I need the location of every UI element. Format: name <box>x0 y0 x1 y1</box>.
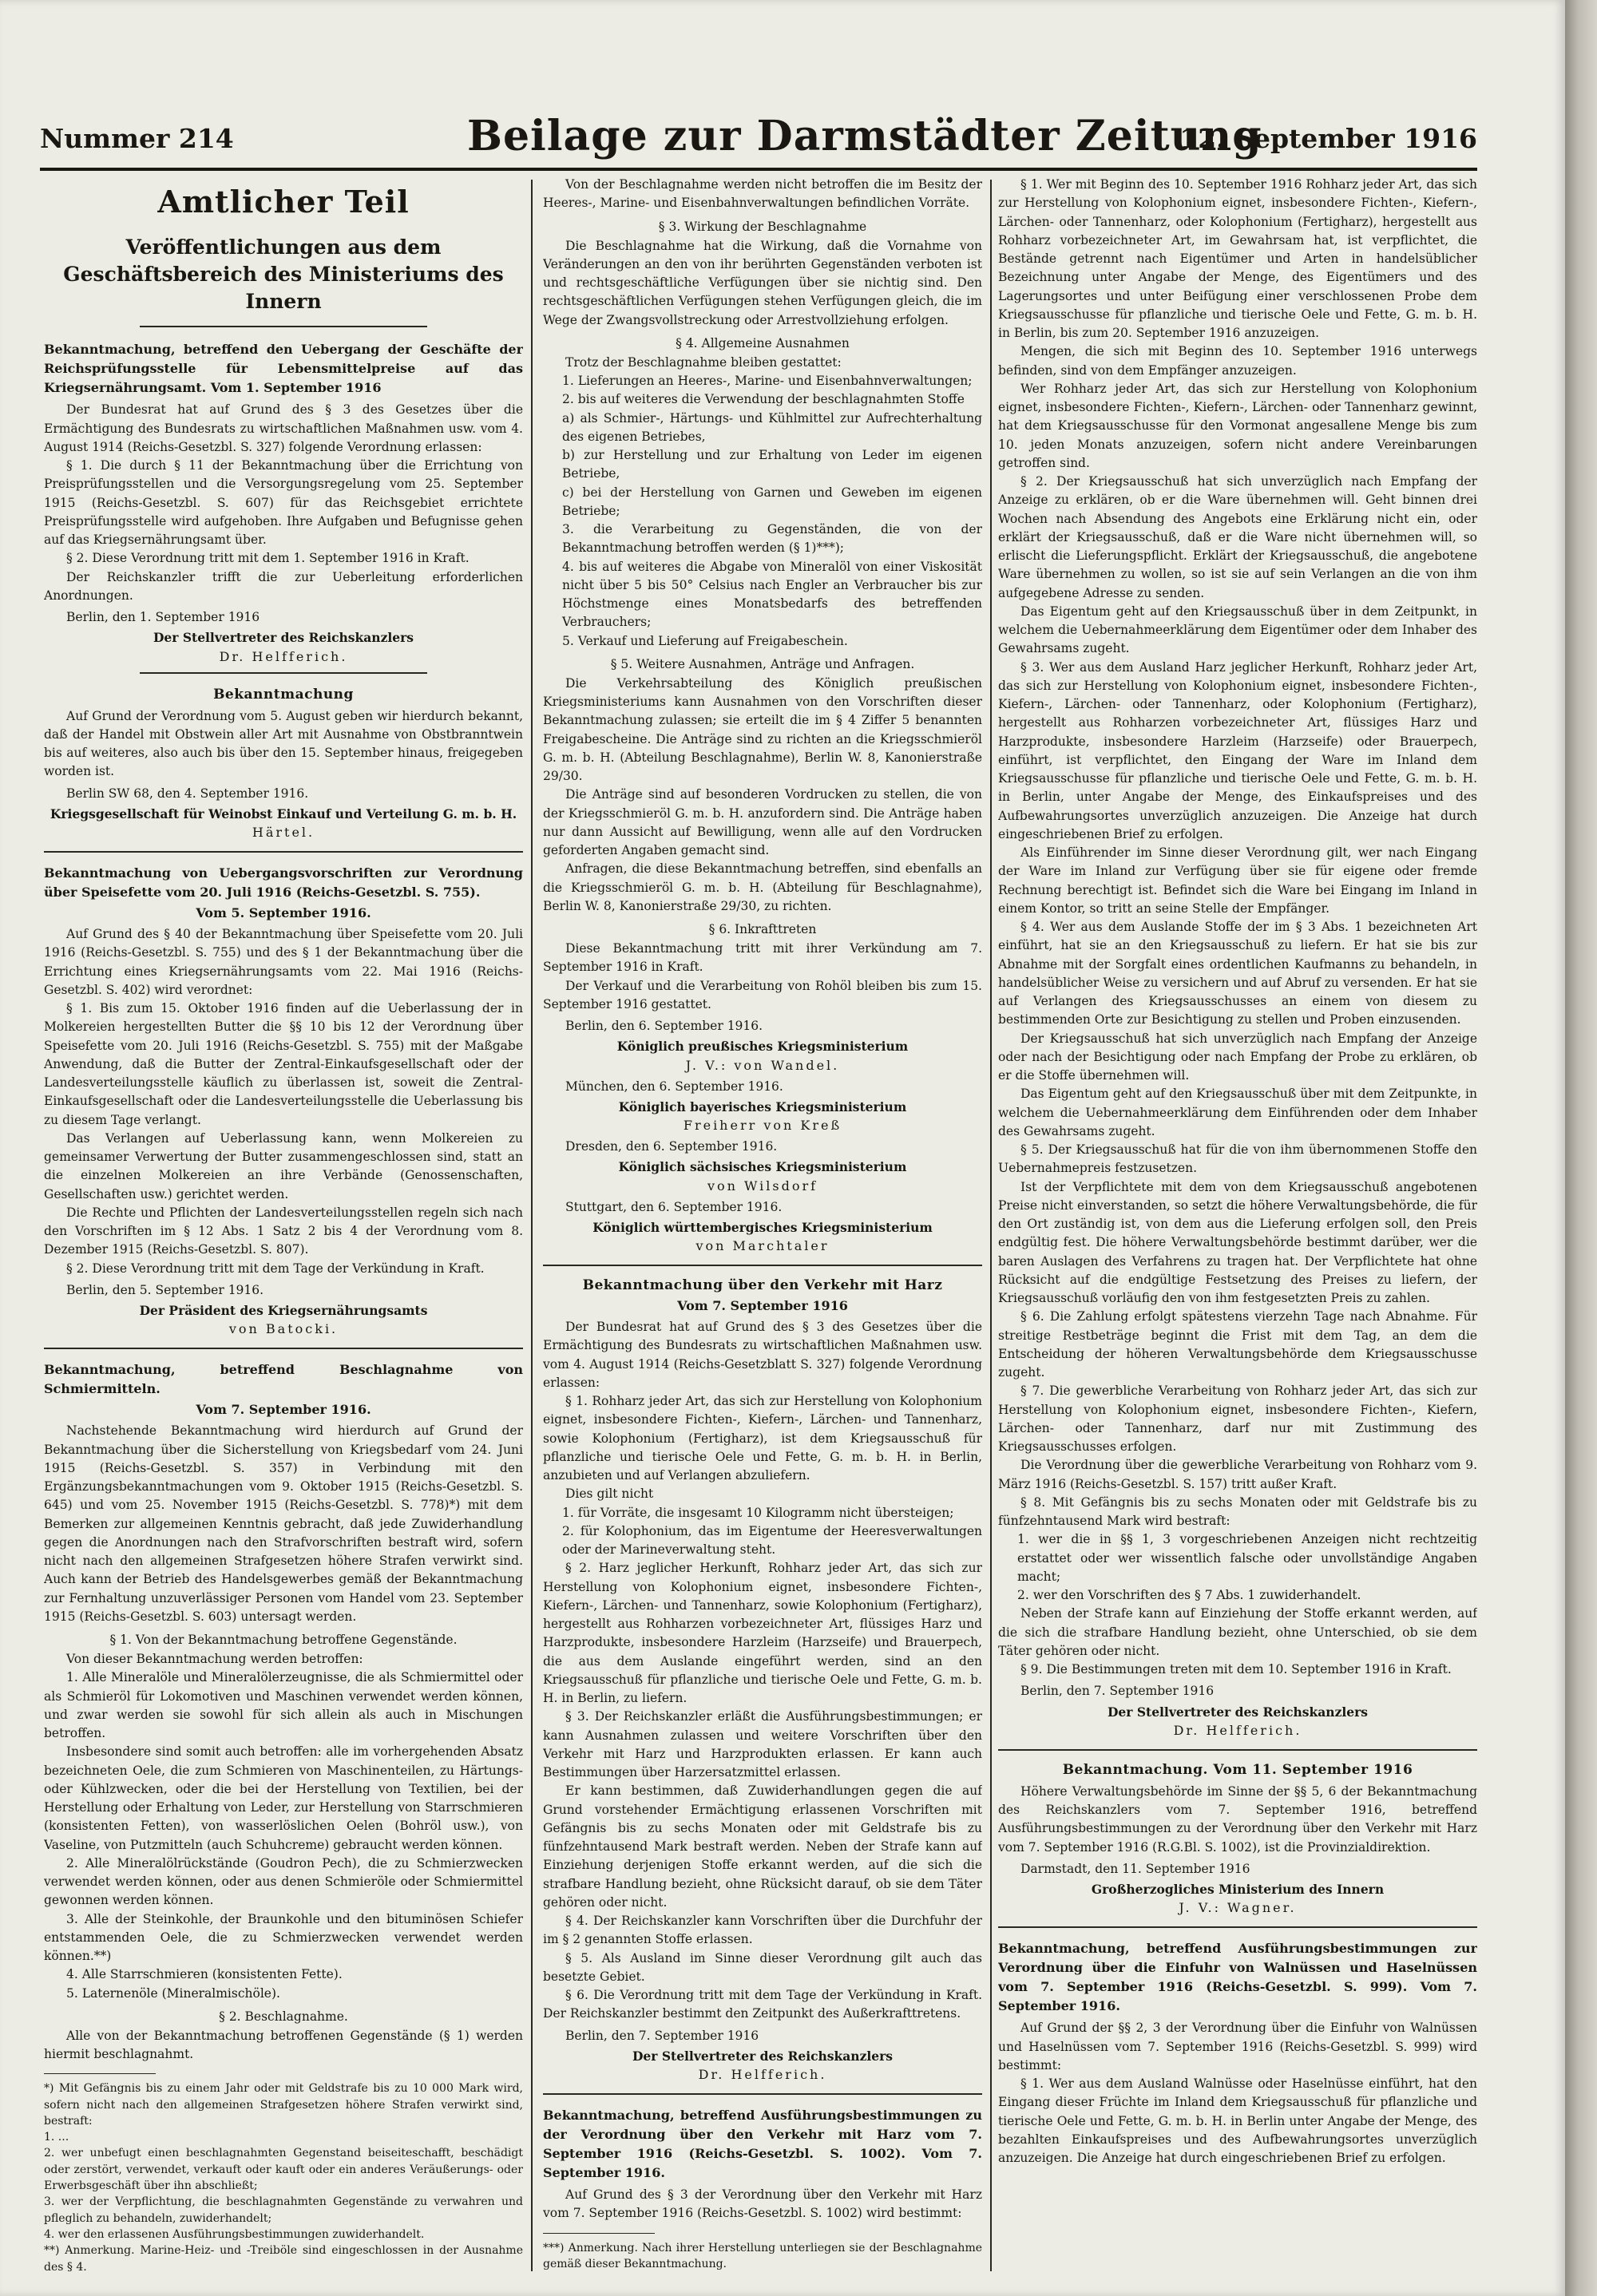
paragraph: Insbesondere sind somit auch betroffen: alle im vorhergehenden Absatz bezeichneten Oele, die zum Schmieren von Maschinenteilen, zu Härtungs- oder Kühlzwecken, oder die bei der Herstellung von Textilien, bei der Herstellung oder Erhaltung von Leder, zur Herstellung von Starrschmieren (konsistenten Fetten), von wasserlöslichen Oelen (Bohröl usw.), von Vaseline, von Putzmitteln (auch Schuhcreme) gebraucht werden können. <box>44 1744 523 1852</box>
paragraph: § 1. Bis zum 15. Oktober 1916 finden auf die Ueberlassung der in Molkereien hergestellten Butter die §§ 10 bis 12 der Verordnung über Speisefette vom 20. Juli 1916 (Reichs-Gesetzbl. S. 755) mit der Maßgabe Anwendung, daß die Butter der Zentral-Einkaufsgesellschaft oder der Landesverteilungsstelle käuflich zu überlassen ist, soweit die Zentral-Einkaufsgesellschaft oder die Landesverteilungsstelle die Ueberlassung bis zu diesem Tage verlangt. <box>44 1001 523 1127</box>
section-title: Amtlicher Teil <box>157 184 410 220</box>
signatory-title: Königlich sächsisches Kriegsministerium <box>618 1159 907 1175</box>
place-date: Berlin, den 5. September 1916. <box>66 1282 264 1297</box>
issue-date: 12. September 1916 <box>1179 123 1477 154</box>
place-date: Berlin, den 7. September 1916 <box>1020 1684 1215 1699</box>
paragraph: Alle von der Bekanntmachung betroffenen Gegenstände (§ 1) werden hiermit beschlagnahmt. <box>44 2028 523 2061</box>
article-title: Bekanntmachung, betreffend den Uebergang der Geschäfte der Reichsprüfungsstelle für Lebensmittelpreise auf das Kriegsernährungsamt. Vom 1. September 1916 <box>44 342 523 396</box>
column-right <box>998 176 1477 2275</box>
paragraph: Nachstehende Bekanntmachung wird hierdurch auf Grund der Bekanntmachung über die Sicherstellung von Kriegsbedarf vom 24. Juni 1915 (Reichs-Gesetzbl. S. 357) in Verbindung mit den Ergänzungsbekanntmachungen vom 9. Oktober 1915 (Reichs-Gesetzbl. S. 645) und vom 25. November 1915 (Reichs-Gesetzbl. S. 778)*) mit dem Bemerken zur allgemeinen Kenntnis gebracht, daß jede Zuwiderhandlung gegen die Anordnungen nach den Strafvorschriften bestraft wird, sofern nicht nach den allgemeinen Strafgesetzen höhere Strafen verwirkt sind. Auch kann der Betrieb des Handelsgewerbes gemäß der Bekanntmachung zur Fernhaltung unzuverlässiger Personen vom Handel vom 23. September 1915 (Reichs-Gesetzbl. S. 603) untersagt werden. <box>44 1423 523 1624</box>
list-item: 4. bis auf weiteres die Abgabe von Mineralöl von einer Viskosität nicht über 5 bis 50° Celsius nach Engler an Verbraucher bis zur Höchstmenge eines Monatsbedarfs des betreffenden Verbrauchers; <box>562 559 982 630</box>
paragraph: § 1. Die durch § 11 der Bekanntmachung über die Errichtung von Preisprüfungsstellen und die Versorgungsregelung vom 25. September 1915 (Reichs-Gesetzbl. S. 607) für das Reichsgebiet errichtete Preisprüfungsstelle wird aufgehoben. Ihre Aufgaben und Befugnisse gehen auf das Kriegsernährungsamt über. <box>44 458 523 547</box>
paragraph: Dies gilt nicht <box>565 1486 654 1502</box>
paragraph: § 2. Diese Verordnung tritt mit dem 1. September 1916 in Kraft. <box>66 551 470 566</box>
place-date: Berlin, den 1. September 1916 <box>66 610 260 624</box>
signatory-name: von Batocki. <box>228 1321 339 1337</box>
divider <box>998 1926 1477 1928</box>
signatory-title: Königlich württembergisches Kriegsministerium <box>592 1219 933 1235</box>
place-date: Berlin, den 6. September 1916. <box>565 1019 763 1033</box>
footnote: **) Anmerkung. Marine-Heiz- und -Treiböle sind eingeschlossen in der Ausnahme des § 4. <box>44 2244 523 2274</box>
paragraph: § 7. Die gewerbliche Verarbeitung von Rohharz jeder Art, das sich zur Herstellung von Kolophonium eignet, insbesondere Fichten-, Kiefern, Lärchen- oder Tannenharz, darf nur mit Zustimmung des Kriegsausschusses erfolgen. <box>998 1384 1477 1454</box>
paragraph: Das Eigentum geht auf den Kriegsausschuß über mit dem Zeitpunkte, in welchem die Uebernahmeerklärung dem Einführenden oder dem Inhaber des Gewahrsams zugeht. <box>998 1087 1477 1138</box>
paragraph: Die Verkehrsabteilung des Königlich preußischen Kriegsministeriums kann Ausnahmen von den Vorschriften dieser Bekanntmachung zulassen; sie erteilt die im § 4 Ziffer 5 benannten Freigabescheine. Die Anträge sind zu richten an die Kriegsschmieröl G. m. b. H. (Abteilung Beschlagnahme), Berlin W. 8, Kanonierstraße 29/30. <box>543 675 982 783</box>
signatory-title: Der Stellvertreter des Reichskanzlers <box>153 630 414 646</box>
list-item: 2. wer den Vorschriften des § 7 Abs. 1 zuwiderhandelt. <box>1017 1588 1361 1602</box>
paragraph: Mengen, die sich mit Beginn des 10. September 1916 unterwegs befinden, sind von dem Empfänger anzuzeigen. <box>998 344 1477 378</box>
paragraph: Wer Rohharz jeder Art, das sich zur Herstellung von Kolophonium eignet, insbesondere Fichten-, Kiefern-, Lärchen- oder Tannenharz gewinnt, hat dem Kriegsausschusse für den Vormonat angesallene Menge bis zum 10. jeden Monats anzuzeigen, sofern nicht andere Vereinbarungen getroffen sind. <box>998 381 1477 470</box>
section-heading: § 5. Weitere Ausnahmen, Anträge und Anfragen. <box>610 656 915 671</box>
list-item: 4. Alle Starrschmieren (konsistenten Fette). <box>66 1967 343 1982</box>
ministry-title: Veröffentlichungen aus dem Geschäftsbereich des Ministeriums des Innern <box>63 236 504 313</box>
signatory-name: Dr. Helfferich. <box>698 2067 827 2082</box>
divider <box>44 1348 523 1349</box>
issue-number: Nummer 214 <box>40 123 234 154</box>
paragraph: Als Einführender im Sinne dieser Verordnung gilt, wer nach Eingang der Ware im Inland zur Verfügung über sie für eigene oder fremde Rechnung berechtigt ist. Befindet sich die Ware bei Eingang im Inland in einem Kontor, so tritt an seine Stelle der Empfänger. <box>998 845 1477 916</box>
footnote-rule <box>543 2233 655 2234</box>
list-item: 3. die Verarbeitung zu Gegenständen, die von der Bekanntmachung betroffen werden (§ 1)***); <box>562 522 982 556</box>
paragraph: Die Beschlagnahme hat die Wirkung, daß die Vornahme von Veränderungen an den von ihr berührten Gegenständen verboten ist und rechtsgeschäftliche Verfügungen über sie nichtig sind. Den rechtsgeschäftlichen Verfügungen stehen Verfügungen gleich, die im Wege der Zwangsvollstreckung oder Arrestvollziehung erfolgen. <box>543 238 982 327</box>
paragraph: Der Kriegsausschuß hat sich unverzüglich nach Empfang der Anzeige oder nach der Besichtigung oder nach Empfang der Probe zu erklären, ob er die Stoffe übernehmen will. <box>998 1031 1477 1083</box>
article-date: Vom 5. September 1916. <box>196 905 371 920</box>
place-date: Stuttgart, den 6. September 1916. <box>565 1199 783 1214</box>
signatory-name: Freiherr von Kreß <box>683 1118 842 1133</box>
article-title: Bekanntmachung <box>213 686 354 703</box>
article-title: Bekanntmachung über den Verkehr mit Harz <box>582 1277 943 1293</box>
paragraph: Von dieser Bekanntmachung werden betroffen: <box>66 1652 363 1666</box>
signatory-name: von Wilsdorf <box>707 1178 818 1194</box>
footnote: *) Mit Gefängnis bis zu einem Jahr oder mit Geldstrafe bis zu 10 000 Mark wird, sofern nicht nach den allgemeinen Strafgesetzen höhere Strafen verwirkt sind, bestraft: <box>44 2082 523 2128</box>
footnote-item: 1. ... <box>44 2131 69 2144</box>
paragraph: § 1. Rohharz jeder Art, das sich zur Herstellung von Kolophonium eignet, insbesondere Fichten-, Kiefern-, Lärchen- und Tannenharz, sowie Kolophonium (Fertigharz), ist dem Kriegsausschuß für pflanzliche und tierische Oele und Fette, G. m. b. H. in Berlin, anzubieten und auf Verlangen abzuliefern. <box>543 1394 982 1483</box>
section-heading: § 1. Von der Bekanntmachung betroffene Gegenstände. <box>109 1633 458 1647</box>
divider <box>543 1265 982 1266</box>
article-title: Bekanntmachung, betreffend Beschlagnahme von Schmiermitteln. <box>44 1362 523 1397</box>
place-date: Berlin, den 7. September 1916 <box>565 2028 759 2043</box>
signatory-name: Dr. Helfferich. <box>1173 1722 1302 1738</box>
signatory-name: J. V.: Wagner. <box>1179 1900 1297 1916</box>
footnote: ***) Anmerkung. Nach ihrer Herstellung unterliegen sie der Beschlagnahme gemäß dieser Bekanntmachung. <box>543 2241 982 2270</box>
paragraph: Die Rechte und Pflichten der Landesverteilungsstellen regeln sich nach den Vorschriften im § 12 Abs. 1 Satz 2 bis 4 der Verordnung vom 8. Dezember 1915 (Reichs-Gesetzbl. S. 807). <box>44 1205 523 1257</box>
divider <box>140 672 427 674</box>
column-middle <box>543 176 982 2275</box>
paragraph: Auf Grund der §§ 2, 3 der Verordnung über die Einfuhr von Walnüssen und Haselnüssen vom 7. September 1916 (Reichs-Gesetzbl. S. 999) wird bestimmt: <box>998 2021 1477 2072</box>
footnote-rule <box>44 2073 156 2074</box>
paragraph: § 9. Die Bestimmungen treten mit dem 10. September 1916 in Kraft. <box>1020 1662 1452 1676</box>
paragraph: § 6. Die Zahlung erfolgt spätestens vierzehn Tage nach Abnahme. Für streitige Restbeträge beginnt die Frist mit dem Tag, an dem die Entscheidung der höheren Verwaltungsbehörde dem Kriegsausschusse zugeht. <box>998 1309 1477 1380</box>
article-date: Vom 7. September 1916 <box>677 1298 848 1313</box>
article-title: Bekanntmachung, betreffend Ausführungsbestimmungen zu der Verordnung über den Verkehr mit Harz vom 7. September 1916 (Reichs-Gesetzbl. S. 1002). Vom 7. September 1916. <box>543 2108 982 2180</box>
paragraph: Der Reichskanzler trifft die zur Ueberleitung erforderlichen Anordnungen. <box>44 569 523 603</box>
signatory-name: Dr. Helfferich. <box>219 648 348 664</box>
list-item: a) als Schmier-, Härtungs- und Kühlmittel zur Aufrechterhaltung des eigenen Betriebes, <box>562 410 982 444</box>
place-date: Dresden, den 6. September 1916. <box>565 1139 778 1154</box>
article-title: Bekanntmachung. Vom 11. September 1916 <box>1062 1761 1413 1778</box>
footnote-item: 3. wer der Verpflichtung, die beschlagnahmten Gegenstände zu verwahren und pfleglich zu behandeln, zuwiderhandelt; <box>44 2195 523 2225</box>
place-date: München, den 6. September 1916. <box>565 1079 783 1094</box>
paragraph: § 1. Wer aus dem Ausland Walnüsse oder Haselnüsse einführt, hat den Eingang dieser Früchte im Inland dem Kriegsausschuß für pflanzliche und tierische Oele und Fette, G. m. b. H. in Berlin unter Angabe der Menge, des bezahlten Einkaufspreises und des Aufbewahrungsortes unverzüglich anzuzeigen. Die Anzeige hat durch eingeschriebenen Brief zu erfolgen. <box>998 2076 1477 2165</box>
paragraph: Diese Bekanntmachung tritt mit ihrer Verkündung am 7. September 1916 in Kraft. <box>543 941 982 975</box>
list-item: 1. für Vorräte, die insgesamt 10 Kilogramm nicht übersteigen; <box>562 1505 954 1520</box>
paragraph: § 5. Der Kriegsausschuß hat für die von ihm übernommenen Stoffe den Uebernahmepreis festzusetzen. <box>998 1142 1477 1176</box>
paragraph: § 3. Wer aus dem Ausland Harz jeglicher Herkunft, Rohharz jeder Art, das sich zur Herstellung von Kolophonium eignet, insbesondere Fichten-, Kiefern-, Lärchen- oder Tannenharz, oder Kolophonium (Fertigharz), hergestellt aus Rohharzen vorbezeichneter Art, flüssiges Harz und Harzprodukte, insbesondere Harzleim (Harzseife) oder Brauerpech, einführt, ist verpflichtet, den Eingang der Ware im Inland dem Kriegsausschusse für pflanzliche und tierische Oele und Fette, G. m. b. H. in Berlin, unter Angabe der Menge, des Einkaufspreises und des Aufbewahrungsortes unverzüglich anzuzeigen. Die Anzeige hat durch eingeschriebenen Brief zu erfolgen. <box>998 659 1477 841</box>
paragraph: Auf Grund des § 3 der Verordnung über den Verkehr mit Harz vom 7. September 1916 (Reichs-Gesetzbl. S. 1002) wird bestimmt: <box>543 2187 982 2221</box>
signatory-name: Härtel. <box>252 825 315 840</box>
paragraph: Auf Grund der Verordnung vom 5. August geben wir hierdurch bekannt, daß der Handel mit Obstwein aller Art mit Ausnahme von Obstbranntwein bis auf weiteres, also auch bis über den 15. September hinaus, freigegeben worden ist. <box>44 708 523 779</box>
list-item: 3. Alle der Steinkohle, der Braunkohle und den bituminösen Schiefer entstammenden Oele, die zu Schmierzwecken verwendet werden können.**) <box>44 1911 523 1963</box>
signatory-title: Königlich bayerisches Kriegsministerium <box>618 1099 907 1114</box>
paragraph: Trotz der Beschlagnahme bleiben gestattet: <box>565 354 842 370</box>
paragraph: § 3. Der Reichskanzler erläßt die Ausführungsbestimmungen; er kann Ausnahmen zulassen und weitere Vorschriften über den Verkehr mit Harz und Harzprodukten erlassen. Er kann auch Bestimmungen über Harzersatzmittel erlassen. <box>543 1709 982 1779</box>
list-item: 5. Verkauf und Lieferung auf Freigabeschein. <box>562 633 848 648</box>
paragraph: Höhere Verwaltungsbehörde im Sinne der §§ 5, 6 der Bekanntmachung des Reichskanzlers vom 7. September 1916, betreffend Ausführungsbestimmungen zu der Verordnung über den Verkehr mit Harz vom 7. September 1916 (R.G.Bl. S. 1002), ist die Provinzialdirektion. <box>998 1783 1477 1855</box>
newspaper-title: Beilage zur Darmstädter Zeitung <box>467 112 1262 160</box>
paragraph: § 2. Diese Verordnung tritt mit dem Tage der Verkündung in Kraft. <box>66 1261 485 1276</box>
paragraph: Das Eigentum geht auf den Kriegsausschuß über in dem Zeitpunkt, in welchem die Uebernahmeerklärung dem Eigentümer oder dem Inhaber des Gewahrsams zugeht. <box>998 604 1477 656</box>
column-left <box>44 176 523 2275</box>
paragraph: Der Bundesrat hat auf Grund des § 3 des Gesetzes über die Ermächtigung des Bundesrats zu wirtschaftlichen Maßnahmen usw. vom 4. August 1914 (Reichs-Gesetzblatt S. 327) folgende Verordnung erlassen: <box>543 1320 982 1390</box>
list-item: 2. bis auf weiteres die Verwendung der beschlagnahmten Stoffe <box>562 392 965 407</box>
list-item: 2. für Kolophonium, das im Eigentume der Heeresverwaltungen oder der Marineverwaltung steht. <box>562 1523 982 1557</box>
paragraph: Von der Beschlagnahme werden nicht betroffen die im Besitz der Heeres-, Marine- und Eisenbahnverwaltungen befindlichen Vorräte. <box>543 177 982 211</box>
paragraph: Neben der Strafe kann auf Einziehung der Stoffe erkannt werden, auf die sich die strafbare Handlung bezieht, ohne Unterschied, ob sie dem Täter gehören oder nicht. <box>998 1606 1477 1658</box>
section-heading: § 6. Inkrafttreten <box>708 922 817 936</box>
masthead-rule <box>40 168 1477 171</box>
section-heading: § 3. Wirkung der Beschlagnahme <box>658 219 867 234</box>
paragraph: § 5. Als Ausland im Sinne dieser Verordnung gilt auch das besetzte Gebiet. <box>543 1950 982 1984</box>
paragraph: § 2. Harz jeglicher Herkunft, Rohharz jeder Art, das sich zur Herstellung von Kolophonium eignet, insbesondere Fichten-, Kiefern-, Lärchen- und Tannenharz, sowie Kolophonium (Fertigharz), hergestellt aus Rohharzen vorbezeichneter Art, flüssiges Harz und Harzprodukte, insbesondere Harzleim (Harzseife) und Brauerpech, die aus dem Auslande eingeführt werden, sind an den Kriegsausschuß für pflanzliche und tierische Oele und Fette, G. m. b. H. in Berlin, zu liefern. <box>543 1561 982 1705</box>
paragraph: Die Verordnung über die gewerbliche Verarbeitung von Rohharz vom 9. März 1916 (Reichs-Gesetzbl. S. 157) tritt außer Kraft. <box>998 1458 1477 1491</box>
list-item: 1. wer die in §§ 1, 3 vorgeschriebenen Anzeigen nicht rechtzeitig erstattet oder wer wissentlich falsche oder unvollständige Angaben macht; <box>1017 1532 1477 1584</box>
list-item: 2. Alle Mineralölrückstände (Goudron Pech), die zu Schmierzwecken verwendet werden können, oder aus denen Schmieröle oder Schmiermittel gewonnen werden können. <box>44 1855 523 1908</box>
signatory-title: Der Stellvertreter des Reichskanzlers <box>1107 1704 1369 1720</box>
signatory-title: Der Präsident des Kriegsernährungsamts <box>139 1303 428 1318</box>
footnote-item: 4. wer den erlassenen Ausführungsbestimmungen zuwiderhandelt. <box>44 2227 425 2241</box>
paragraph: Der Verkauf und die Verarbeitung von Rohöl bleiben bis zum 15. September 1916 gestattet. <box>543 978 982 1011</box>
article-title: Bekanntmachung, betreffend Ausführungsbestimmungen zur Verordnung über die Einfuhr von Walnüssen und Haselnüssen vom 7. September 1916 (Reichs-Gesetzbl. S. 999). Vom 7. September 1916. <box>998 1941 1477 2014</box>
section-heading: § 2. Beschlagnahme. <box>219 2009 348 2024</box>
divider <box>44 851 523 853</box>
divider <box>998 1749 1477 1751</box>
paragraph: § 6. Die Verordnung tritt mit dem Tage der Verkündung in Kraft. Der Reichskanzler bestimmt den Zeitpunkt des Außerkrafttretens. <box>543 1988 982 2021</box>
signatory-name: J. V.: von Wandel. <box>685 1057 840 1073</box>
paragraph: Die Anträge sind auf besonderen Vordrucken zu stellen, die von der Kriegsschmieröl G. m. b. H. anzufordern sind. Die Anträge haben nur dann Aussicht auf Bewilligung, wenn alle auf den Vordrucken geforderten Angaben gemacht sind. <box>543 787 982 857</box>
paragraph: § 1. Wer mit Beginn des 10. September 1916 Rohharz jeder Art, das sich zur Herstellung von Kolophonium eignet, insbesondere Fichten-, Kiefern-, Lärchen- oder Tannenharz, oder Kolophonium (Fertigharz), hergestellt aus Rohharz vorbezeichneter Art, im Gewahrsam hat, ist verpflichtet, die Bestände getrennt nach Eigentümer und Arten in handelsüblicher Bezeichnung unter Angabe der Menge, des Eigentümers und des Lagerungsortes und unter Beifügung einer verschlossenen Probe dem Kriegsausschusse für pflanzliche und tierische Oele und Fette, G. m. b. H. in Berlin, bis zum 20. September 1916 anzuzeigen. <box>998 177 1477 340</box>
place-date: Darmstadt, den 11. September 1916 <box>1020 1861 1250 1876</box>
paragraph: Das Verlangen auf Ueberlassung kann, wenn Molkereien zu gemeinsamer Verwertung der Butter zusammengeschlossen sind, statt an die einzelnen Molkereien an ihre Verbände (Genossenschaften, Gesellschaften usw.) gerichtet werden. <box>44 1130 523 1201</box>
footnote-item: 2. wer unbefugt einen beschlagnahmten Gegenstand beiseiteschafft, beschädigt oder zerstört, verwendet, verkauft oder kauft oder ein anderes Veräußerungs- oder Erwerbsgeschäft über ihn abschließt; <box>44 2147 523 2193</box>
list-item: b) zur Herstellung und zur Erhaltung von Leder im eigenen Betriebe, <box>562 448 982 481</box>
paragraph: § 2. Der Kriegsausschuß hat sich unverzüglich nach Empfang der Anzeige zu erklären, ob er die Ware übernehmen will. Geht binnen drei Wochen nach Absendung des Angebots eine Erklärung nicht ein, oder erklärt der Kriegsausschuß, daß er die Ware nicht übernehmen will, so erlischt die Lieferungspflicht. Erklärt der Kriegsausschuß, die angebotene Ware übernehmen zu wollen, so ist sie auf sein Verlangen an die von ihm aufgegebene Adresse zu senden. <box>998 474 1477 600</box>
list-item: 1. Alle Mineralöle und Mineralölerzeugnisse, die als Schmiermittel oder als Schmieröl für Lokomotiven und Maschinen verwendet werden können, und zwar werden sie sowohl für sich allein als auch in Mischungen betroffen. <box>44 1670 523 1740</box>
signatory-title: Kriegsgesellschaft für Weinobst Einkauf und Verteilung G. m. b. H. <box>50 806 517 821</box>
column-divider <box>990 180 992 2271</box>
signatory-title: Königlich preußisches Kriegsministerium <box>616 1039 909 1055</box>
divider <box>543 2093 982 2095</box>
paragraph: § 8. Mit Gefängnis bis zu sechs Monaten oder mit Geldstrafe bis zu fünfzehntausend Mark wird bestraft: <box>998 1494 1477 1528</box>
paragraph: § 4. Der Reichskanzler kann Vorschriften über die Durchfuhr der im § 2 genannten Stoffe erlassen. <box>543 1914 982 1947</box>
paragraph: Anfragen, die diese Bekanntmachung betreffen, sind ebenfalls an die Kriegsschmieröl G. m. b. H. (Abteilung für Beschlagnahme), Berlin W. 8, Kanonierstraße 29/30, zu richten. <box>543 861 982 913</box>
list-item: 5. Laternenöle (Mineralmischöle). <box>66 1985 280 2001</box>
list-item: c) bei der Herstellung von Garnen und Geweben im eigenen Betriebe; <box>562 485 982 518</box>
paragraph: Ist der Verpflichtete mit dem von dem Kriegsausschuß angebotenen Preise nicht einverstanden, so setzt die höhere Verwaltungsbehörde, die für den Ort zuständig ist, von dem aus die Lieferung erfolgen soll, den Preis endgültig fest. Die höhere Verwaltungsbehörde bestimmt darüber, wer die baren Auslagen des Verfahrens zu tragen hat. Der Verpflichtete hat ohne Rücksicht auf die endgültige Festsetzung des Preises zu liefern, der Kriegsausschuß vorläufig den von ihm festgesetzten Preis zu zahlen. <box>998 1179 1477 1305</box>
signatory-title: Der Stellvertreter des Reichskanzlers <box>632 2048 894 2064</box>
article-title: Bekanntmachung von Uebergangsvorschriften zur Verordnung über Speisefette vom 20. Juli 1916 (Reichs-Gesetzbl. S. 755). <box>44 865 523 900</box>
section-heading: § 4. Allgemeine Ausnahmen <box>676 335 850 350</box>
article-date: Vom 7. September 1916. <box>196 1402 371 1418</box>
place-date: Berlin SW 68, den 4. September 1916. <box>66 786 309 801</box>
signatory-name: von Marchtaler <box>695 1238 830 1253</box>
column-divider <box>531 180 533 2271</box>
list-item: 1. Lieferungen an Heeres-, Marine- und Eisenbahnverwaltungen; <box>562 374 973 388</box>
paragraph: Auf Grund des § 40 der Bekanntmachung über Speisefette vom 20. Juli 1916 (Reichs-Gesetzbl. S. 755) und des § 1 der Bekanntmachung über die Errichtung eines Kriegsernährungsamts vom 22. Mai 1916 (Reichs-Gesetzbl. S. 402) wird verordnet: <box>44 927 523 997</box>
masthead <box>40 112 1477 168</box>
paragraph: § 4. Wer aus dem Auslande Stoffe der im § 3 Abs. 1 bezeichneten Art einführt, hat sie an den Kriegsausschuß zu liefern. Er hat sie bis zur Abnahme mit der Sorgfalt eines ordentlichen Kaufmanns zu behandeln, in handelsüblicher Weise zu versichern und auf Abruf zu versenden. Er hat sie auf Verlangen des Kriegsausschusses an einem von diesem zu bestimmenden Orte zur Besichtigung zu stellen und Proben einzusenden. <box>998 920 1477 1027</box>
paragraph: Er kann bestimmen, daß Zuwiderhandlungen gegen die auf Grund vorstehender Ermächtigung erlassenen Vorschriften mit Gefängnis bis zu sechs Monaten oder mit Geldstrafe bis zu fünfzehntausend Mark bestraft werden. Neben der Strafe kann auf Einziehung derjenigen Stoffe erkannt werden, auf die sich die strafbare Handlung bezieht, ohne Rücksicht darauf, ob sie dem Täter gehören oder nicht. <box>543 1783 982 1910</box>
divider <box>140 326 427 327</box>
paragraph: Der Bundesrat hat auf Grund des § 3 des Gesetzes über die Ermächtigung des Bundesrats zu wirtschaftlichen Maßnahmen usw. vom 4. August 1914 (Reichs-Gesetzbl. S. 327) folgende Verordnung erlassen: <box>44 402 523 454</box>
book-binding-edge <box>1565 0 1597 2296</box>
signatory-title: Großherzogliches Ministerium des Innern <box>1091 1882 1385 1897</box>
